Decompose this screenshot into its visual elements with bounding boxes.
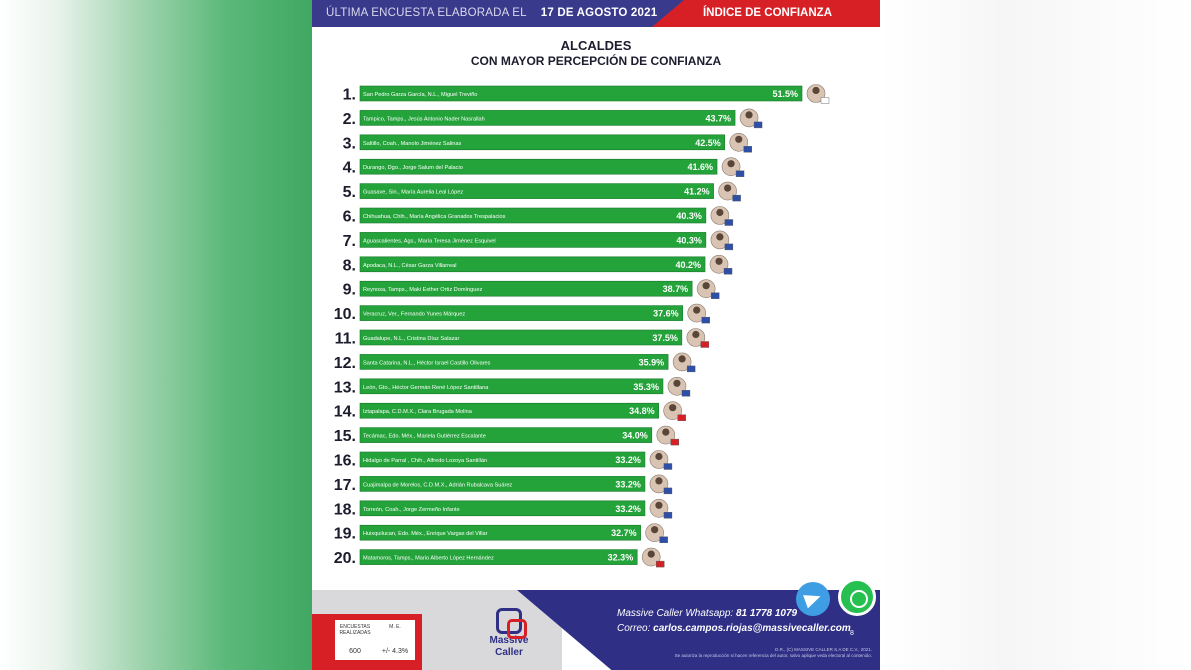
candidate-head [669, 404, 676, 411]
party-badge [736, 171, 744, 177]
party-badge [687, 366, 695, 372]
candidate-head [692, 331, 699, 338]
bar-value-label: 33.2% [615, 503, 641, 514]
candidate-head [662, 429, 669, 436]
bar-value-label: 34.0% [622, 430, 648, 441]
candidate-head [715, 258, 722, 265]
candidate-head [727, 160, 734, 167]
telegram-icon[interactable] [796, 582, 830, 616]
rank-label: 4. [342, 159, 356, 177]
copyright-note: Se autoriza la reproducción si hacen referencia del autor, salvo aplique veda electoral al contenido. [674, 653, 872, 658]
bar-category-label: Iztapalapa, C.D.M.X., Clara Brugada Molina [363, 409, 472, 416]
bar-value-label: 43.7% [705, 113, 732, 124]
party-badge [660, 537, 668, 543]
rank-label: 12. [333, 354, 356, 372]
email-address[interactable]: carlos.campos.riojas@massivecaller.com [653, 623, 851, 634]
logo-text-2: Caller [495, 647, 523, 658]
bar-value-label: 32.3% [607, 552, 634, 563]
whatsapp-number[interactable]: 81 1778 1079 [735, 608, 798, 619]
rank-label: 18. [333, 501, 356, 519]
survey-stats-box [335, 620, 415, 660]
logo-icon [496, 608, 522, 634]
candidate-head [648, 551, 655, 558]
bar-category-label: Saltillo, Coah., Manolo Jiménez Salinas [363, 140, 462, 147]
background-right [880, 0, 1191, 670]
party-badge [725, 220, 733, 226]
candidate-head [673, 380, 680, 387]
party-badge [754, 122, 762, 128]
stats-surveys-value: 600 [349, 648, 361, 655]
party-badge [664, 488, 672, 494]
party-badge [711, 293, 719, 299]
party-badge [656, 561, 664, 567]
bar-category-label: Huixquilucan, Edo. Méx., Enrique Vargas del Villar [363, 531, 488, 538]
rank-label: 17. [333, 476, 356, 494]
bar-value-label: 37.5% [652, 333, 678, 343]
rank-label: 6. [342, 208, 356, 226]
bar-category-label: Santa Catarina, N.L., Héctor Israel Castillo Olivares [363, 360, 491, 367]
bar-category-label: Matamoros, Tamps., Mario Alberto López Hernández [363, 555, 494, 562]
survey-poster [312, 0, 880, 670]
bar-value-label: 34.8% [629, 406, 655, 417]
bar-value-label: 38.7% [662, 284, 689, 295]
bar-category-label: León, Gto., Héctor Germán René López Santillana [363, 384, 489, 391]
bar-category-label: Tecámac, Edo. Méx., Mariela Gutiérrez Escalante [363, 433, 486, 440]
bar-value-label: 32.7% [611, 528, 637, 539]
copyright [675, 647, 872, 659]
copyright-line: D.R., (C) MASSIVE CALLER S.A DE C.V., 2021. [775, 647, 872, 652]
candidate-head [724, 185, 731, 192]
candidate-head [655, 477, 662, 484]
massive-caller-logo [486, 608, 532, 658]
bar-value-label: 33.2% [615, 479, 641, 490]
candidate-head [651, 526, 658, 533]
chart-title: ALCALDES [560, 38, 632, 53]
bar-category-label: Veracruz, Ver., Fernando Yunes Márquez [363, 311, 466, 318]
rank-label: 11. [334, 330, 356, 348]
rank-label: 1. [342, 86, 356, 104]
logo-text-1: Massive [489, 635, 529, 646]
bar-value-label: 35.9% [638, 357, 665, 368]
bar-category-label: Guadalupe, N.L., Cristina Díaz Salazar [363, 336, 460, 342]
bar-value-label: 40.3% [676, 235, 702, 246]
bar-category-label: Apodaca, N.L., César Garza Villarreal [363, 262, 457, 269]
bar-category-label: Aguascalientes, Ags., María Teresa Jiménez Esquivel [363, 238, 496, 245]
bar-category-label: Reynosa, Tamps., Maki Esther Ortiz Domínguez [363, 287, 483, 294]
rank-label: 20. [333, 550, 356, 568]
party-badge [701, 342, 709, 348]
background-left [0, 0, 312, 670]
bar-value-label: 51.5% [772, 89, 798, 99]
bar-category-label: Tampico, Tamps., Jesús Antonio Nader Nasrallah [363, 116, 485, 123]
rank-label: 15. [333, 428, 356, 446]
bar-value-label: 33.2% [615, 455, 641, 465]
whatsapp-icon[interactable] [838, 578, 876, 616]
survey-date: 17 DE AGOSTO 2021 [540, 7, 658, 19]
bar-category-label: Hidalgo de Parral , Chih., Alfredo Lozoya Santillán [363, 458, 488, 464]
candidate-head [716, 209, 723, 216]
bar-value-label: 41.2% [684, 186, 710, 197]
stats-margin-value: +/- 4.3% [381, 648, 409, 655]
stats-header-margin: M. E. [389, 624, 401, 630]
bar-value-label: 37.6% [653, 308, 679, 319]
rank-label: 9. [342, 281, 356, 299]
rank-label: 2. [342, 110, 356, 128]
candidate-head [693, 307, 700, 314]
bar-category-label: Guasave, Sin., María Aurelia Leal López [363, 189, 464, 196]
candidate-head [655, 453, 662, 460]
party-badge [702, 317, 710, 323]
party-badge [671, 439, 679, 445]
email-contact [617, 623, 851, 634]
rank-label: 3. [342, 135, 356, 153]
bar-chart [312, 0, 880, 590]
email-label: Correo: [617, 623, 651, 634]
party-badge [821, 98, 829, 104]
candidate-head [655, 502, 662, 509]
bar-value-label: 40.3% [676, 211, 702, 221]
party-badge [744, 146, 752, 152]
whatsapp-contact [617, 608, 797, 619]
party-badge [724, 268, 732, 274]
rank-label: 8. [342, 257, 356, 275]
rank-label: 10. [333, 306, 356, 324]
section-title: ÍNDICE DE CONFIANZA [702, 7, 832, 19]
rank-label: 19. [333, 525, 356, 543]
whatsapp-label: Massive Caller Whatsapp: [617, 608, 734, 619]
candidate-head [812, 87, 819, 94]
bar-category-label: Cuajimalpa de Morelos, C.D.M.X., Adrián Rubalcava Suárez [363, 482, 513, 489]
party-badge [664, 512, 672, 518]
chart-subtitle: CON MAYOR PERCEPCIÓN DE CONFIANZA [470, 54, 722, 68]
candidate-head [735, 136, 742, 143]
candidate-head [745, 111, 752, 118]
survey-label: ÚLTIMA ENCUESTA ELABORADA EL [326, 7, 527, 19]
page-number: 8 [850, 630, 854, 637]
rank-label: 13. [333, 379, 356, 397]
party-badge [682, 390, 690, 396]
bar-value-label: 35.3% [633, 381, 659, 392]
bar-category-label: Durango, Dgo., Jorge Salum del Palacio [363, 165, 463, 172]
rank-label: 7. [342, 232, 356, 250]
party-badge [678, 415, 686, 421]
stats-header-surveys: ENCUESTAS REALIZADAS [339, 624, 371, 636]
rank-label: 16. [333, 452, 356, 470]
bar-category-label: Chihuahua, Chih., María Angélica Granados Trespalacios [363, 214, 506, 220]
party-badge [733, 195, 741, 201]
bar-value-label: 42.5% [695, 137, 721, 148]
candidate-head [703, 282, 710, 289]
rank-label: 5. [342, 184, 356, 202]
candidate-head [679, 355, 686, 362]
bar-category-label: San Pedro Garza García, N.L., Miguel Treviño [363, 92, 478, 98]
bar-value-label: 40.2% [675, 259, 702, 270]
bar-category-label: Torreón, Coah., Jorge Zermeño Infante [363, 506, 460, 513]
candidate-head [716, 233, 723, 240]
footer [312, 590, 880, 670]
party-badge [725, 244, 733, 250]
party-badge [664, 464, 672, 470]
rank-label: 14. [333, 403, 356, 421]
bar-value-label: 41.6% [687, 162, 714, 173]
